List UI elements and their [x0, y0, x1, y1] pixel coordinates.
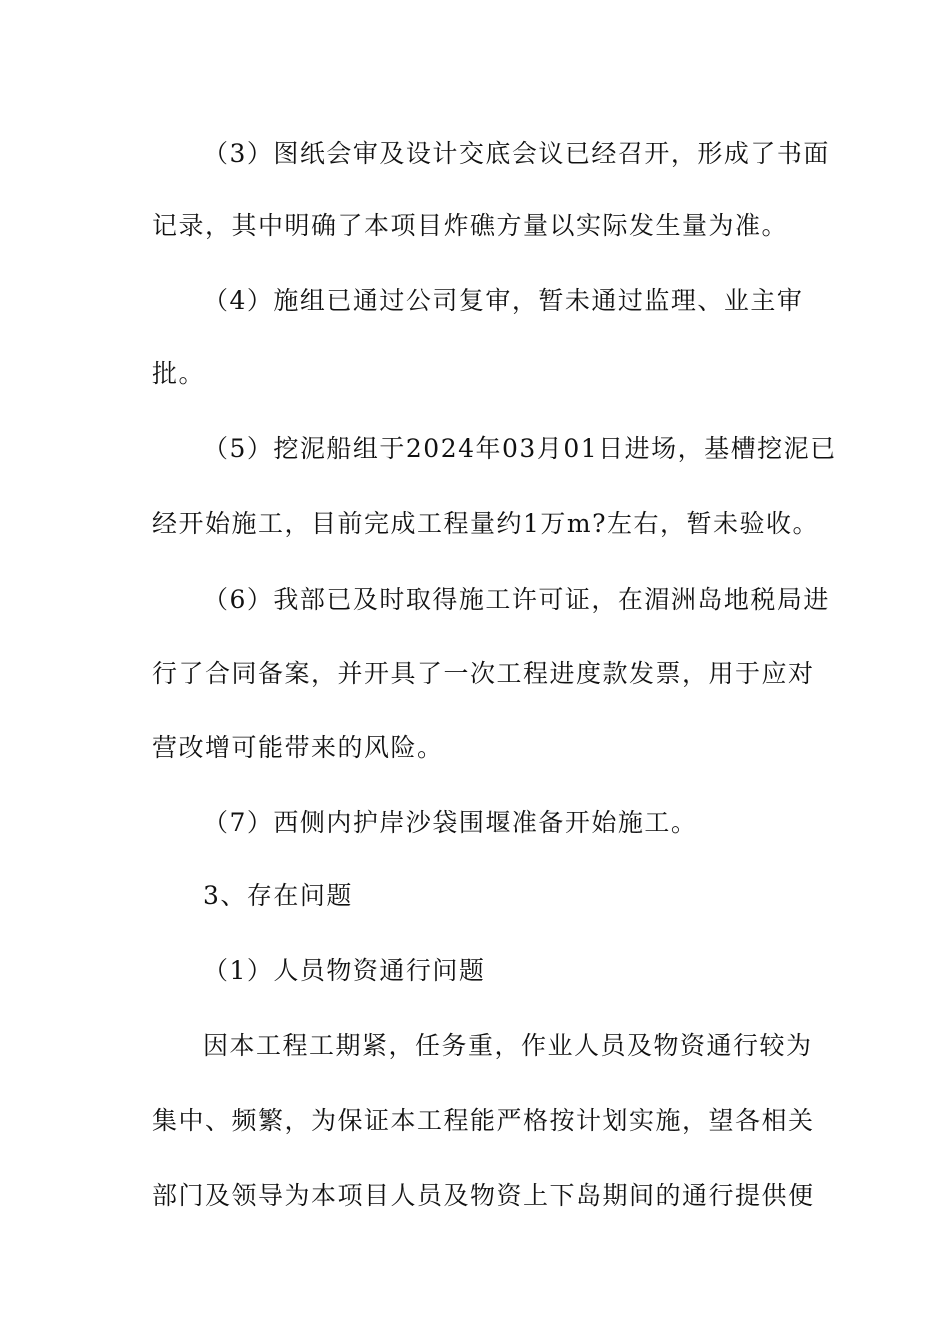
paragraph-6-line-3: 营改增可能带来的风险。: [152, 733, 444, 762]
paragraph-3-line-2: 记录，其中明确了本项目炸礁方量以实际发生量为准。: [152, 211, 789, 240]
body-paragraph-line-2: 集中、频繁，为保证本工程能严格按计划实施，望各相关: [152, 1106, 815, 1135]
subheading-personnel-traffic: （1）人员物资通行问题: [203, 956, 486, 985]
paragraph-4-line-1: （4）施组已通过公司复审，暂未通过监理、业主审: [203, 286, 804, 315]
paragraph-6-line-2: 行了合同备案，并开具了一次工程进度款发票，用于应对: [152, 659, 815, 688]
paragraph-5-line-2: 经开始施工，目前完成工程量约1万m?左右，暂未验收。: [152, 509, 820, 538]
paragraph-3-line-1: （3）图纸会审及设计交底会议已经召开，形成了书面: [203, 139, 830, 168]
body-paragraph-line-3: 部门及领导为本项目人员及物资上下岛期间的通行提供便: [152, 1181, 815, 1210]
paragraph-5-line-1: （5）挖泥船组于2024年03月01日进场，基槽挖泥已: [203, 434, 837, 463]
paragraph-4-line-2: 批。: [152, 359, 206, 388]
paragraph-6-line-1: （6）我部已及时取得施工许可证，在湄洲岛地税局进: [203, 585, 830, 614]
body-paragraph-line-1: 因本工程工期紧，任务重，作业人员及物资通行较为: [203, 1031, 813, 1060]
paragraph-7-line-1: （7）西侧内护岸沙袋围堰准备开始施工。: [203, 808, 698, 837]
section-heading-problems: 3、存在问题: [203, 881, 353, 910]
